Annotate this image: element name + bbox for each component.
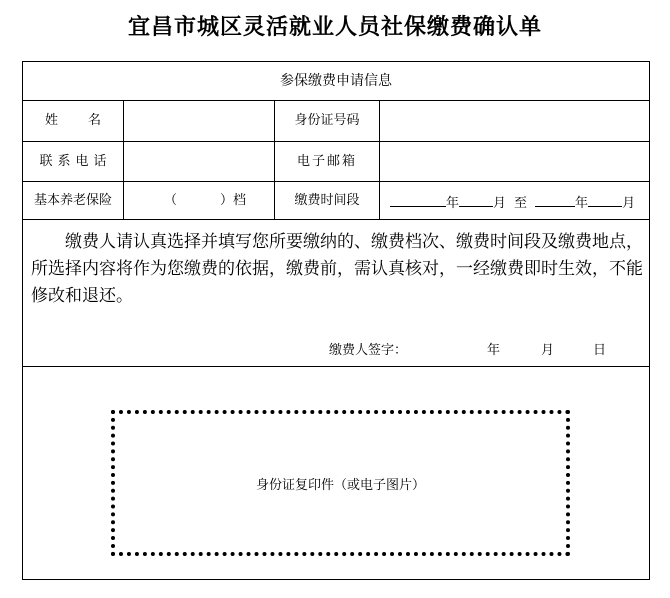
period-label: 缴费时间段 — [294, 192, 360, 208]
notice-text: 缴费人请认真选择并填写您所要缴纳的、缴费档次、缴费时间段及缴费地点，所选择内容将作为您缴费的依据，缴费前，需认真核对，一经缴费即时生效，不能修改和退还。 — [31, 232, 643, 306]
id-number-field[interactable] — [380, 101, 649, 141]
name-label: 姓名 — [44, 113, 131, 128]
pension-label: 基本养老保险 — [33, 192, 112, 208]
id-number-label: 身份证号码 — [294, 113, 360, 128]
email-label-cell — [275, 142, 379, 181]
signature-day: 日 — [593, 343, 607, 358]
pension-tier-open-paren: （ — [164, 192, 178, 208]
email-label: 电子邮箱 — [296, 153, 357, 169]
id-copy-attachment-box[interactable] — [111, 410, 570, 556]
name-label-cell — [23, 101, 131, 141]
pension-tier-close-paren: ）档 — [220, 192, 247, 208]
end-month-unit: 月 — [622, 196, 636, 211]
phone-field[interactable] — [124, 142, 274, 181]
confirmation-form — [22, 61, 650, 580]
end-month-blank[interactable] — [588, 194, 622, 207]
name-field[interactable] — [124, 101, 274, 141]
signature-year: 年 — [487, 343, 501, 358]
end-year-blank[interactable] — [535, 194, 575, 207]
form-title: 宜昌市城区灵活就业人员社保缴费确认单 — [127, 14, 542, 40]
signature-label: 缴费人签字： — [329, 343, 408, 358]
pension-tier-field[interactable] — [124, 182, 274, 219]
start-month-blank[interactable] — [459, 194, 493, 207]
phone-label: 联系电话 — [39, 153, 112, 169]
email-field[interactable] — [380, 142, 649, 181]
phone-label-cell — [23, 142, 123, 181]
signature-month: 月 — [541, 343, 555, 358]
row-divider — [23, 219, 649, 220]
period-field[interactable] — [380, 182, 649, 219]
row-divider — [23, 366, 649, 367]
start-year-unit: 年 — [446, 196, 460, 211]
section-title: 参保缴费申请信息 — [280, 73, 392, 89]
period-to-text: 至 — [514, 196, 528, 211]
start-year-blank[interactable] — [390, 194, 446, 207]
start-month-unit: 月 — [493, 196, 507, 211]
end-year-unit: 年 — [575, 196, 589, 211]
id-copy-attachment-label: 身份证复印件（或电子图片） — [255, 477, 425, 493]
